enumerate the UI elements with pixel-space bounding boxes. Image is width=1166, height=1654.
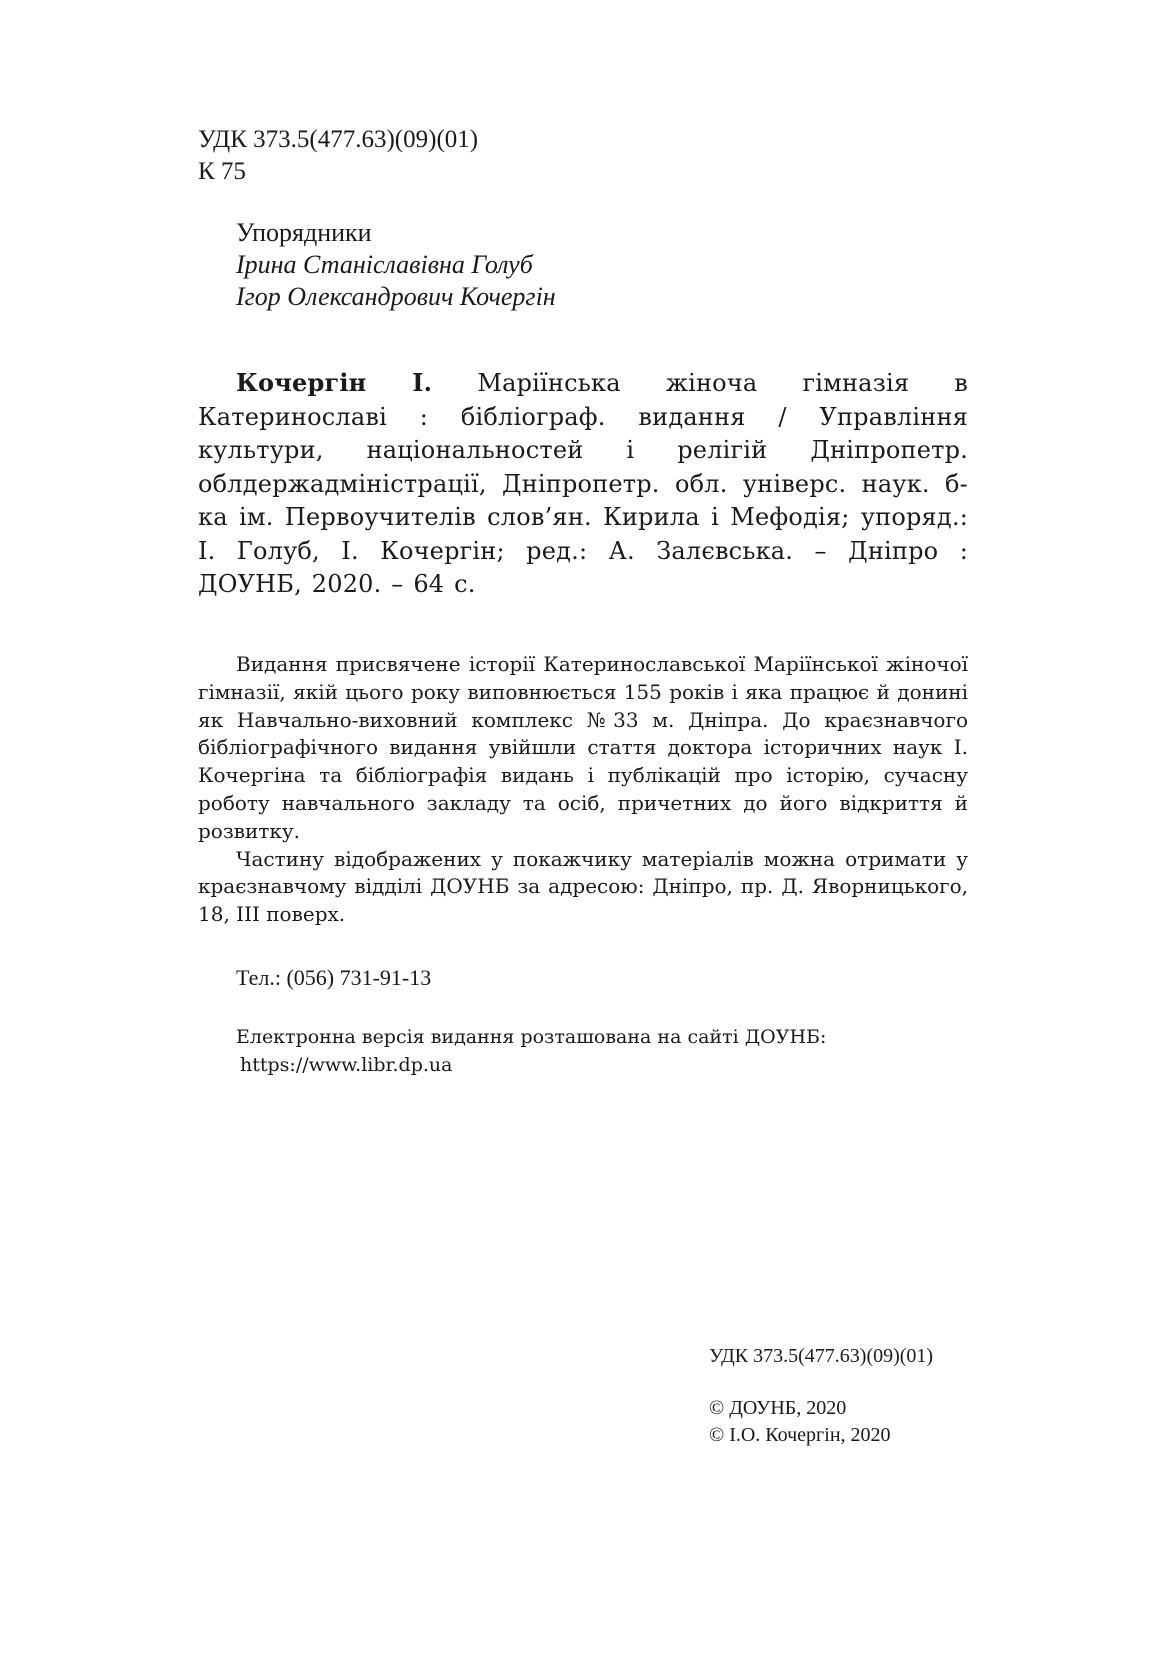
abstract-paragraph: Частину відображених у покажчику матеріалів можна отримати у краєзнавчому відділі ДОУНБ за адресою: Дніпро, пр. Д. Яворницького, 18, III поверх. (198, 846, 968, 927)
website-link[interactable]: https://www.libr.dp.ua (240, 1054, 453, 1076)
electronic-version-block (236, 1023, 826, 1079)
compilers-block (236, 217, 556, 313)
phone-number: Тел.: (056) 731-91-13 (236, 965, 432, 990)
compiler-name: Ірина Станіславівна Голуб (236, 250, 533, 279)
copyright-line: © І.О. Кочергін, 2020 (709, 1424, 891, 1446)
compilers-label: Упорядники (236, 218, 372, 247)
bbk-code: К 75 (198, 158, 246, 185)
bibliographic-description (198, 366, 968, 602)
bib-text: Маріїнська жіноча гімназія в Катеринославі : бібліограф. видання / Управління культури, національностей і релігій Дніпропетр. облдержадміністрації, Дніпропетр. обл. універс. наук. б-ка ім. Первоучителів слов’ян. Кирила і Мефодія; упоряд.: І. Голуб, І. Кочергін; ред.: А. Залєвська. – Дніпро : ДОУНБ, 2020. – 64 с. (198, 369, 968, 598)
copyright-block (709, 1395, 891, 1449)
electronic-version-text: Електронна версія видання розташована на сайті ДОУНБ: (236, 1026, 827, 1048)
abstract-paragraph: Видання присвячене історії Катеринославської Маріїнської жіночої гімназії, якій цього року виповнюється 155 років і яка працює й донині як Навчально-виховний комплекс №33 м. Дніпра. До краєзнавчого бібліографічного видання увійшли стаття доктора історичних наук І. Кочергіна та бібліографія видань і публікацій про історію, сучасну роботу навчального закладу та осіб, причетних до його відкриття й розвитку. (198, 652, 968, 843)
bib-author: Кочергін І. (236, 368, 433, 397)
compiler-name: Ігор Олександрович Кочергін (236, 282, 556, 311)
udc-header-block (198, 124, 478, 188)
copyright-line: © ДОУНБ, 2020 (709, 1397, 847, 1419)
udc-footer: УДК 373.5(477.63)(09)(01) (709, 1345, 934, 1367)
abstract-block (198, 651, 968, 929)
udc-code: УДК 373.5(477.63)(09)(01) (198, 126, 479, 153)
